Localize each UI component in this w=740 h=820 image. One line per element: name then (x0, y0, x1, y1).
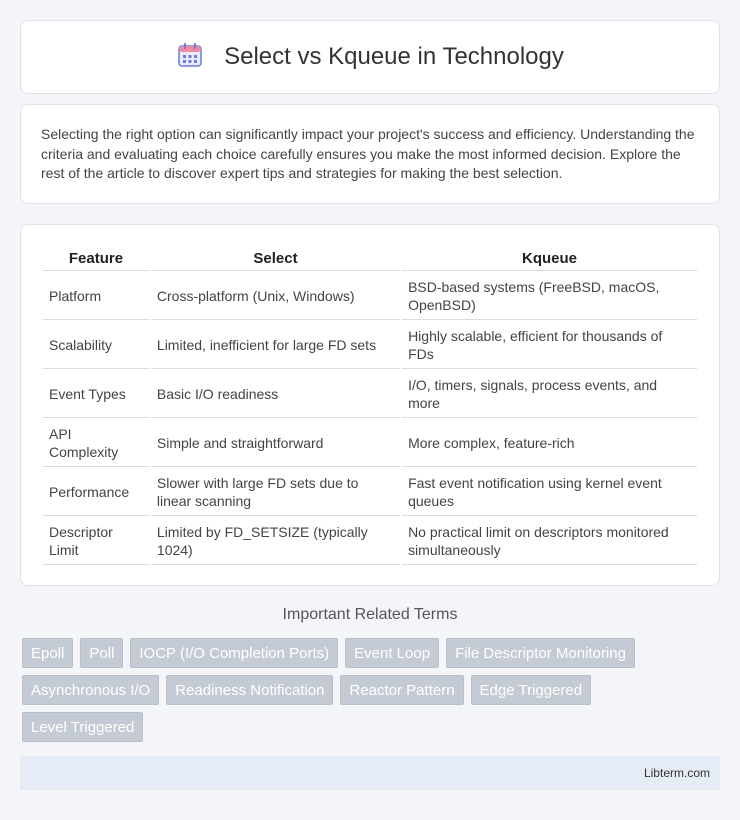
kqueue-cell: BSD-based systems (FreeBSD, macOS, OpenBSD) (402, 273, 697, 320)
select-cell: Simple and straightforward (151, 420, 400, 467)
feature-cell: Event Types (43, 371, 149, 418)
comparison-table-card (20, 224, 720, 586)
tag-edge-triggered[interactable]: Edge Triggered (471, 675, 592, 705)
page-title: Select vs Kqueue in Technology (224, 43, 564, 70)
tag-reactor-pattern[interactable]: Reactor Pattern (340, 675, 463, 705)
table-row (43, 469, 697, 516)
related-terms-list (22, 638, 702, 742)
feature-cell: Performance (43, 469, 149, 516)
intro-text: Selecting the right option can significantly impact your project's success and efficiency. Understanding the criteria and evaluating each choice carefully ensures you make the most informed decision. Explore the rest of the article to discover expert tips and strategies for making the best selection. (41, 126, 695, 181)
tag-file-descriptor-monitoring[interactable]: File Descriptor Monitoring (446, 638, 635, 668)
footer-site-link[interactable]: Libterm.com (643, 766, 710, 780)
tag-level-triggered[interactable]: Level Triggered (22, 712, 143, 742)
kqueue-cell: I/O, timers, signals, process events, and more (402, 371, 697, 418)
footer (20, 756, 720, 790)
tag-poll[interactable]: Poll (80, 638, 123, 668)
tag-asynchronous-io[interactable]: Asynchronous I/O (22, 675, 159, 705)
select-cell: Slower with large FD sets due to linear scanning (151, 469, 400, 516)
table-header-row (43, 247, 697, 271)
header (176, 41, 564, 74)
kqueue-cell: More complex, feature-rich (402, 420, 697, 467)
header-card (20, 20, 720, 94)
calendar-icon (176, 41, 204, 74)
tag-iocp[interactable]: IOCP (I/O Completion Ports) (130, 638, 338, 668)
kqueue-cell: Fast event notification using kernel event queues (402, 469, 697, 516)
table-row (43, 273, 697, 320)
intro-card (20, 104, 720, 204)
table-row (43, 371, 697, 418)
related-terms-title: Important Related Terms (282, 606, 458, 623)
header-kqueue: Kqueue (402, 247, 697, 271)
comparison-table (41, 245, 699, 567)
select-cell: Basic I/O readiness (151, 371, 400, 418)
feature-cell: Platform (43, 273, 149, 320)
kqueue-cell: No practical limit on descriptors monitored simultaneously (402, 518, 697, 565)
tag-epoll[interactable]: Epoll (22, 638, 73, 668)
select-cell: Cross-platform (Unix, Windows) (151, 273, 400, 320)
tag-event-loop[interactable]: Event Loop (345, 638, 439, 668)
table-row (43, 420, 697, 467)
kqueue-cell: Highly scalable, efficient for thousands of FDs (402, 322, 697, 369)
table-row (43, 518, 697, 565)
tag-readiness-notification[interactable]: Readiness Notification (166, 675, 333, 705)
header-select: Select (151, 247, 400, 271)
feature-cell: Scalability (43, 322, 149, 369)
select-cell: Limited by FD_SETSIZE (typically 1024) (151, 518, 400, 565)
table-row (43, 322, 697, 369)
select-cell: Limited, inefficient for large FD sets (151, 322, 400, 369)
header-feature: Feature (43, 247, 149, 271)
feature-cell: Descriptor Limit (43, 518, 149, 565)
feature-cell: API Complexity (43, 420, 149, 467)
